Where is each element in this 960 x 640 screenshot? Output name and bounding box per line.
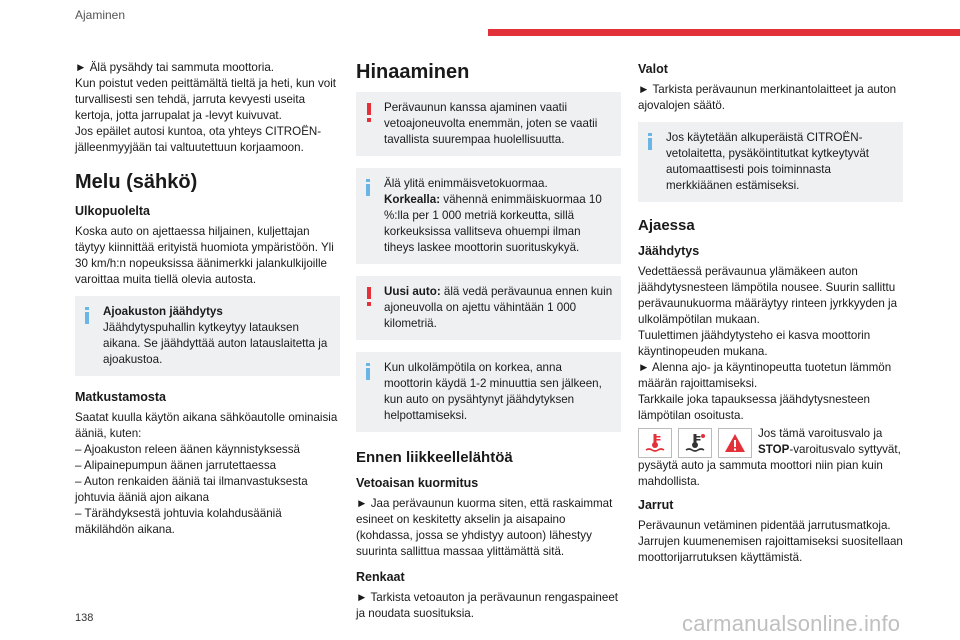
page-header-title: Ajaminen xyxy=(75,8,126,22)
info-box-text: Kun ulkolämpötila on korkea, anna moottorin käydä 1-2 minuuttia sen jälkeen, kun auto on pysähtynyt jäähdytyksen helpottamiseksi. xyxy=(384,361,602,422)
warning-icon-dot xyxy=(367,118,371,122)
warning-triangle-icon xyxy=(718,428,752,458)
info-box-text: Jäähdytyspuhallin kytkeytyy latauksen aikana. Se jäähdyttää auton latauslaitetta ja ajoakustoa. xyxy=(103,321,328,366)
valot-text: ► Tarkista perävaunun merkinantolaitteet ja auton ajovalojen säätö. xyxy=(638,83,897,112)
intro-line-2: Kun poistut veden peittämältä tieltä ja heti, kun voit turvallisesti sen tehdä, jarruta kevyesti useita kertoja, jotta jarrupalat ja -levyt kuivuvat. xyxy=(75,77,337,122)
subheading-valot: Valot xyxy=(638,62,668,76)
renkaat-text: ► Tarkista vetoauton ja perävaunun rengaspaineet ja noudata suosituksia. xyxy=(356,591,618,620)
section-title-hinaaminen: Hinaaminen xyxy=(356,61,470,83)
info-box-line: Älä ylitä enimmäisvetokuormaa. xyxy=(384,177,548,190)
watermark: carmanualsonline.info xyxy=(682,611,901,636)
warning-lights-text-bold: STOP xyxy=(758,443,790,456)
warning-icon-dot xyxy=(367,302,371,306)
info-box-2 xyxy=(356,352,621,432)
warning-lights-block xyxy=(638,426,903,490)
warning-box-text: Perävaunun kanssa ajaminen vaatii vetoajoneuvolta enemmän, joten se vaatii tavallista suurempaa huolellisuutta. xyxy=(384,101,598,146)
warning-box-rest: älä vedä perävaunua ennen kuin ajoneuvolla on ajettu vähintään 1 000 kilometriä. xyxy=(384,285,613,330)
subheading-jaahdytys: Jäähdytys xyxy=(638,244,700,258)
matkustamosta-text: Saatat kuulla käytön aikana sähköautolle ominaisia ääniä, kuten: xyxy=(75,411,338,440)
info-box-1 xyxy=(356,168,621,264)
info-box-battery-cooling xyxy=(75,296,340,376)
info-icon xyxy=(366,363,370,377)
list-item: – Tärähdyksestä johtuvia kolahdusääniä mäkilähdön aikana. xyxy=(75,507,282,536)
subheading-ulkopuolelta: Ulkopuolelta xyxy=(75,204,151,218)
list-item: – Alipainepumpun äänen jarrutettaessa xyxy=(75,459,277,472)
intro-line-1: ► Älä pysähdy tai sammuta moottoria. xyxy=(75,61,274,74)
jaahdytys-text-1: Vedettäessä perävaunua ylämäkeen auton jäähdytysnesteen lämpötila nousee. Suurin sallittu perävaunukuorma määräytyy rinteen jyrkkyyden ja ulkolämpötilan mukaan. xyxy=(638,265,898,326)
vetoaisan-text: ► Jaa perävaunun kuorma siten, että raskaimmat esineet on keskitetty akselin ja aisapaino (kohdassa, jossa se yhdistyy autoon) lähestyy suurinta sallittua massaa ylittämättä sitä. xyxy=(356,497,613,558)
info-box-bold: Korkealla: xyxy=(384,193,441,206)
page-number: 138 xyxy=(75,612,94,624)
intro-line-3: Jos epäilet autosi kuntoa, ota yhteys CITROËN-jälleenmyyjään tai valtuutettuun korjaamoon. xyxy=(75,125,322,154)
list-item: – Auton renkaiden ääniä tai ilmanvastuksesta johtuvia ääniä ajon aikana xyxy=(75,475,308,504)
column-2 xyxy=(356,60,621,622)
warning-box-bold: Uusi auto: xyxy=(384,285,441,298)
ulkopuolelta-text: Koska auto on ajettaessa hiljainen, kuljettajan täytyy kiinnittää erityistä huomiota ympäristöön. Yli 30 km/h:n nopeuksissa äänimerkki jalankulkijoille varoittaa muita tiellä olevia autosta. xyxy=(75,225,334,286)
subheading-matkustamosta: Matkustamosta xyxy=(75,390,166,404)
column-1 xyxy=(75,60,340,538)
column-3 xyxy=(638,60,903,566)
warning-box-text xyxy=(364,284,613,332)
warning-icon xyxy=(367,287,371,299)
warning-lights-icons xyxy=(638,428,752,458)
info-box-text xyxy=(364,192,613,256)
section-title-melu: Melu (sähkö) xyxy=(75,171,198,193)
subheading-vetoaisan: Vetoaisan kuormitus xyxy=(356,476,479,490)
subheading-renkaat: Renkaat xyxy=(356,570,405,584)
list-item: – Ajoakuston releen äänen käynnistyksessä xyxy=(75,443,300,456)
info-box-rest: vähennä enimmäiskuormaa 10 %:lla per 1 000 metriä korkeutta, sillä korkeuksissa vallitseva ohuempi ilman tiheys laskee moottorin suorituskykyä. xyxy=(384,193,602,254)
header-accent-bar xyxy=(488,29,960,36)
section-title-ajaessa: Ajaessa xyxy=(638,217,695,234)
info-box-text: Jos käytetään alkuperäistä CITROËN-vetolaitetta, pysäköintitutkat kytkeytyvät automaattisesti pois toiminnasta merkkiäänen estämiseksi. xyxy=(666,131,869,192)
info-box-title: Ajoakuston jäähdytys xyxy=(103,305,223,318)
info-icon xyxy=(648,133,652,147)
warning-lights-text-post: -varoitusvalo syttyvät, pysäytä auto ja sammuta moottori niin pian kuin mahdollista. xyxy=(638,443,901,488)
info-icon xyxy=(85,307,89,321)
warning-lights-text-pre: Jos tämä varoitusvalo ja xyxy=(758,427,883,440)
section-title-ennen: Ennen liikkeellelähtöä xyxy=(356,449,513,466)
info-box-towbar xyxy=(638,122,903,202)
jaahdytys-text-4: Tarkkaile joka tapauksessa jäähdytysnesteen lämpötilan osoitusta. xyxy=(638,393,871,422)
warning-icon xyxy=(367,103,371,115)
subheading-jarrut: Jarrut xyxy=(638,498,674,512)
info-icon xyxy=(366,179,370,193)
jaahdytys-text-2: Tuulettimen jäähdytysteho ei kasva moottorin käyntinopeuden mukana. xyxy=(638,329,871,358)
jaahdytys-text-3: ► Alenna ajo- ja käyntinopeutta tuotetun lämmön määrän rajoittamiseksi. xyxy=(638,361,892,390)
coolant-temperature-icon xyxy=(678,428,712,458)
coolant-temperature-icon xyxy=(638,428,672,458)
jarrut-text: Perävaunun vetäminen pidentää jarrutusmatkoja. Jarrujen kuumenemisen rajoittamiseksi suositellaan moottorijarrutuksen käyttämistä. xyxy=(638,519,903,564)
warning-box-1 xyxy=(356,92,621,156)
warning-box-2 xyxy=(356,276,621,340)
